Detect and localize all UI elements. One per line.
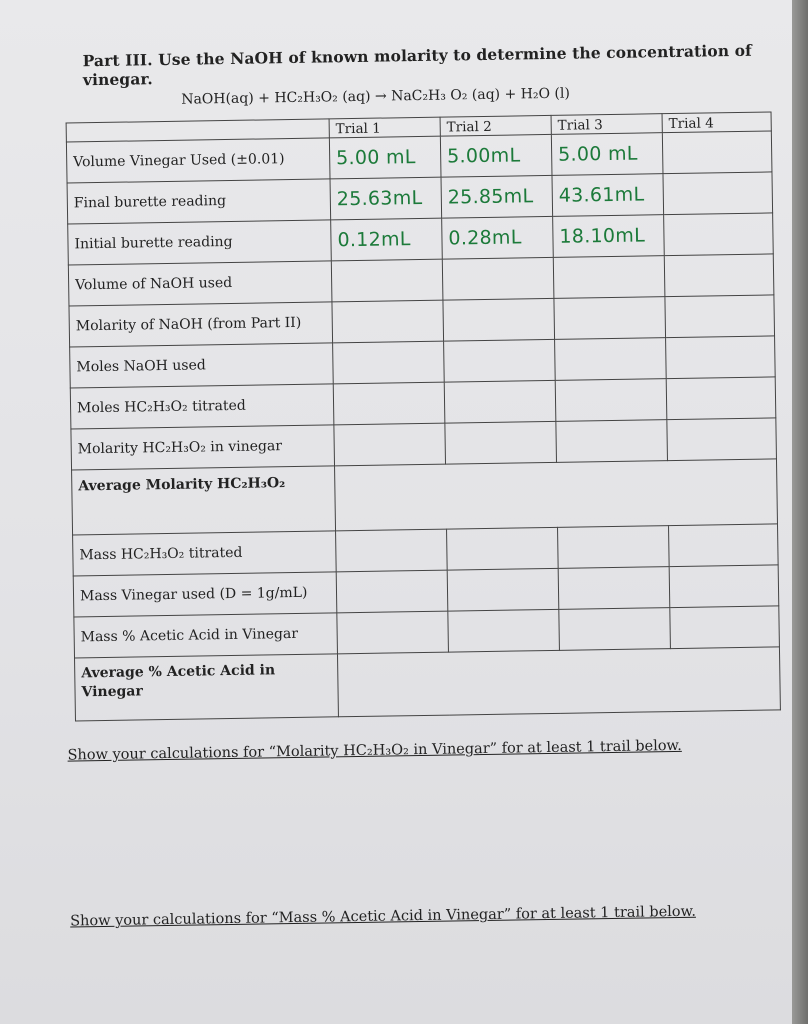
row-label: Mass % Acetic Acid in Vinegar — [74, 613, 338, 658]
cell-trial-1[interactable] — [336, 529, 448, 572]
table-row-average-percent — [75, 647, 781, 721]
cell-trial-3[interactable] — [558, 567, 670, 610]
cell-trial-2[interactable] — [443, 298, 555, 341]
cell-trial-2[interactable] — [447, 568, 559, 611]
row-label: Molarity of NaOH (from Part II) — [69, 302, 333, 347]
cell-trial-4[interactable] — [662, 131, 772, 174]
cell-trial-4[interactable] — [667, 418, 777, 461]
row-label: Final burette reading — [67, 179, 331, 224]
cell-trial-1[interactable] — [333, 382, 445, 425]
row-label: Volume of NaOH used — [68, 261, 332, 306]
cell-trial-1[interactable]: 25.63mL — [330, 177, 442, 220]
row-label: Average % Acetic Acid in Vinegar — [75, 654, 339, 721]
cell-trial-1[interactable]: 0.12mL — [331, 218, 443, 261]
cell-trial-2[interactable] — [447, 527, 559, 570]
cell-trial-4[interactable] — [663, 172, 773, 215]
instruction-mass-percent-calculation: Show your calculations for “Mass % Acetic Acid in Vinegar” for at least 1 trail below. — [70, 903, 697, 930]
cell-trial-4[interactable] — [669, 565, 779, 608]
header-trial-4: Trial 4 — [662, 112, 771, 133]
cell-trial-1[interactable] — [331, 259, 443, 302]
cell-trial-3[interactable]: 43.61mL — [552, 174, 664, 217]
cell-trial-4[interactable] — [669, 524, 779, 567]
cell-trial-1[interactable] — [333, 341, 445, 384]
cell-trial-4[interactable] — [664, 254, 774, 297]
cell-trial-1[interactable] — [337, 611, 449, 654]
cell-trial-2[interactable] — [444, 339, 556, 382]
cell-trial-3[interactable] — [553, 256, 665, 299]
cell-average-molarity[interactable] — [335, 459, 778, 531]
cell-trial-4[interactable] — [666, 336, 776, 379]
cell-trial-1[interactable] — [334, 423, 446, 466]
cell-trial-2[interactable]: 25.85mL — [441, 175, 553, 218]
cell-trial-3[interactable] — [555, 338, 667, 381]
reaction-equation: NaOH(aq) + HC₂H₃O₂ (aq) → NaC₂H₃ O₂ (aq) + H₂O (l) — [181, 85, 570, 108]
cell-trial-4[interactable] — [664, 213, 774, 256]
cell-trial-3[interactable] — [555, 379, 667, 422]
row-label: Moles NaOH used — [70, 343, 334, 388]
cell-trial-2[interactable]: 0.28mL — [442, 216, 554, 259]
cell-trial-3[interactable] — [556, 420, 668, 463]
header-trial-3: Trial 3 — [551, 114, 662, 135]
cell-trial-1[interactable] — [336, 570, 448, 613]
row-label: Average Molarity HC₂H₃O₂ — [72, 466, 336, 535]
page-edge-shadow — [792, 0, 808, 1024]
cell-average-percent[interactable] — [337, 647, 780, 717]
cell-trial-2[interactable]: 5.00mL — [440, 134, 552, 177]
cell-trial-4[interactable] — [666, 377, 776, 420]
cell-trial-1[interactable]: 5.00 mL — [329, 136, 441, 179]
table-row-average-molarity — [72, 459, 778, 535]
row-label: Molarity HC₂H₃O₂ in vinegar — [71, 425, 335, 470]
cell-trial-3[interactable]: 5.00 mL — [551, 133, 663, 176]
row-label: Mass HC₂H₃O₂ titrated — [73, 531, 337, 576]
cell-trial-2[interactable] — [445, 421, 557, 464]
cell-trial-3[interactable] — [558, 526, 670, 569]
row-label: Mass Vinegar used (D = 1g/mL) — [73, 572, 337, 617]
cell-trial-4[interactable] — [665, 295, 775, 338]
instruction-molarity-calculation: Show your calculations for “Molarity HC₂H₃O₂ in Vinegar” for at least 1 trail below. — [67, 737, 682, 764]
cell-trial-3[interactable] — [559, 608, 671, 651]
cell-trial-2[interactable] — [448, 609, 560, 652]
header-trial-1: Trial 1 — [329, 117, 440, 138]
cell-trial-3[interactable] — [554, 297, 666, 340]
cell-trial-3[interactable]: 18.10mL — [553, 215, 665, 258]
part-heading: Part III. Use the NaOH of known molarity to determine the concentration of vinegar. — [82, 40, 752, 90]
row-label: Moles HC₂H₃O₂ titrated — [70, 384, 334, 429]
row-label: Volume Vinegar Used (±0.01) — [66, 138, 330, 183]
row-label: Initial burette reading — [68, 220, 332, 265]
header-trial-2: Trial 2 — [440, 115, 551, 136]
cell-trial-1[interactable] — [332, 300, 444, 343]
titration-data-table — [66, 111, 781, 721]
cell-trial-2[interactable] — [444, 380, 556, 423]
cell-trial-4[interactable] — [670, 606, 780, 649]
cell-trial-2[interactable] — [442, 257, 554, 300]
